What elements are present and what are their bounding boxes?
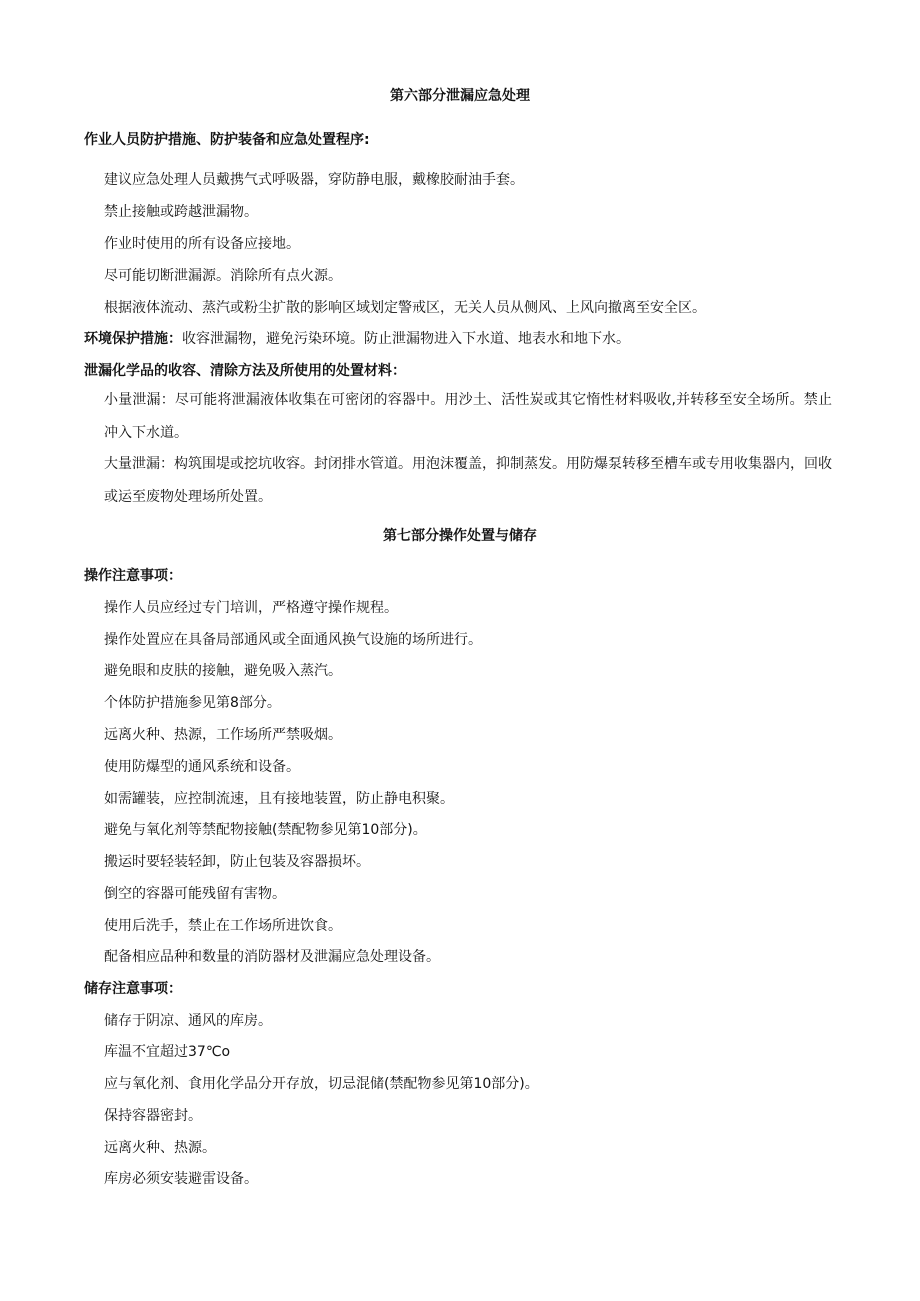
- storage-item: 保持容器密封。: [104, 1108, 202, 1124]
- handling-item: 如需罐装，应控制流速，且有接地装置，防止静电积聚。: [104, 791, 454, 807]
- env-protection-line: [84, 329, 630, 349]
- cleanup-heading: 泄漏化学品的收容、清除方法及所使用的处置材料：: [84, 363, 406, 379]
- protect-item: 建议应急处理人员戴携气式呼吸器，穿防静电服，戴橡胶耐油手套。: [104, 172, 524, 188]
- handling-item: 倒空的容器可能残留有害物。: [104, 886, 286, 902]
- handling-item: 使用后洗手，禁止在工作场所进饮食。: [104, 918, 342, 934]
- handling-item: 远离火种、热源，工作场所严禁吸烟。: [104, 727, 342, 743]
- storage-item: 应与氧化剂、食用化学品分开存放，切忌混储(禁配物参见第10部分)。: [104, 1076, 539, 1092]
- handling-heading: 操作注意事项：: [84, 568, 182, 584]
- handling-item: 搬运时要轻装轻卸，防止包装及容器损坏。: [104, 854, 370, 870]
- large-leak-paragraph: 大量泄漏：构筑围堤或挖坑收容。封闭排水管道。用泡沫覆盖，抑制蒸发。用防爆泵转移至槽车或专用收集器内，回收或运至废物处理场所处置。: [104, 456, 832, 505]
- env-protection-text: 收容泄漏物，避免污染环境。防止泄漏物进入下水道、地表水和地下水。: [182, 331, 630, 347]
- env-protection-label: 环境保护措施：: [84, 331, 182, 347]
- section6-title: 第六部分泄漏应急处理: [390, 88, 530, 104]
- protect-item: 禁止接触或跨越泄漏物。: [104, 204, 258, 220]
- small-leak-paragraph: 小量泄漏：尽可能将泄漏液体收集在可密闭的容器中。用沙土、活性炭或其它惰性材料吸收,并转移至安全场所。禁止冲入下水道。: [104, 392, 832, 441]
- handling-item: 避免与氧化剂等禁配物接触(禁配物参见第10部分)。: [104, 822, 427, 838]
- handling-item: 避免眼和皮肤的接触，避免吸入蒸汽。: [104, 663, 342, 679]
- handling-item: 操作处置应在具备局部通风或全面通风换气设施的场所进行。: [104, 632, 482, 648]
- handling-item: 操作人员应经过专门培训，严格遵守操作规程。: [104, 600, 398, 616]
- handling-item: 配备相应品种和数量的消防器材及泄漏应急处理设备。: [104, 949, 440, 965]
- storage-item: 远离火种、热源。: [104, 1140, 216, 1156]
- storage-item: 库房必须安装避雷设备。: [104, 1171, 258, 1187]
- protect-item: 作业时使用的所有设备应接地。: [104, 236, 300, 252]
- handling-item: 个体防护措施参见第8部分。: [104, 695, 281, 711]
- storage-heading: 储存注意事项：: [84, 981, 182, 997]
- storage-item: 库温不宜超过37℃o: [104, 1044, 231, 1060]
- protect-item: 尽可能切断泄漏源。消除所有点火源。: [104, 268, 342, 284]
- section7-title: 第七部分操作处置与储存: [383, 528, 537, 544]
- protect-item: 根据液体流动、蒸汽或粉尘扩散的影响区域划定警戒区，无关人员从侧风、上风向撤离至安全区。: [104, 300, 706, 316]
- handling-item: 使用防爆型的通风系统和设备。: [104, 759, 300, 775]
- protect-heading: 作业人员防护措施、防护装备和应急处置程序:: [84, 132, 370, 148]
- storage-item: 储存于阴凉、通风的库房。: [104, 1013, 272, 1029]
